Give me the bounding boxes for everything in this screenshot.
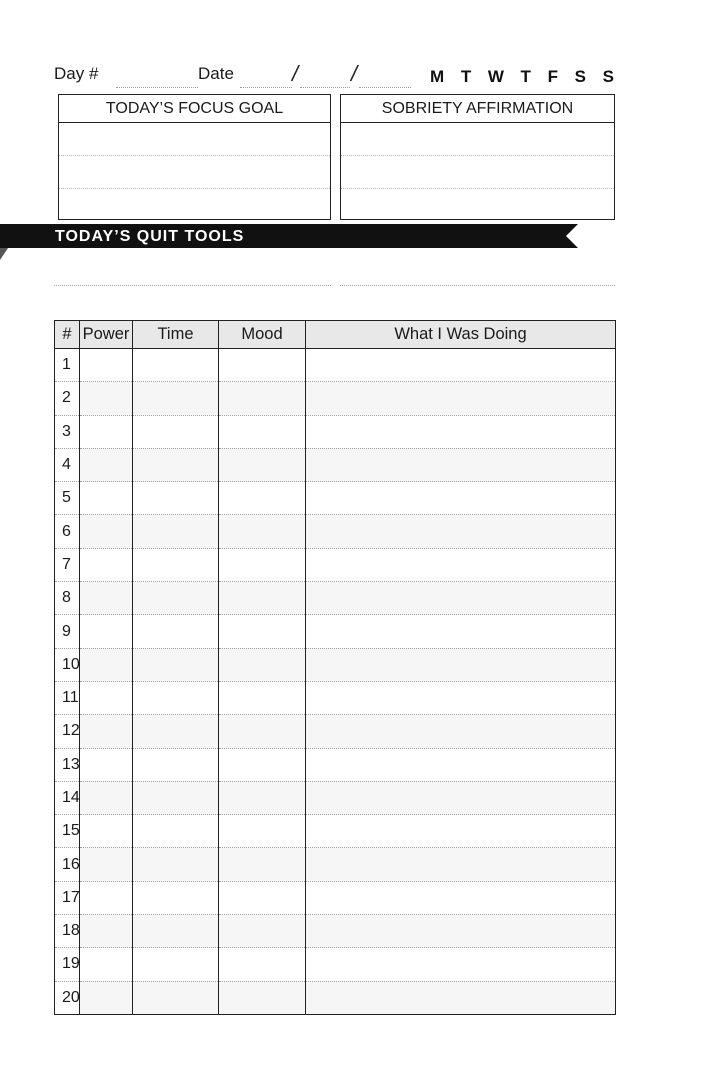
power-cell[interactable] xyxy=(80,815,133,848)
time-cell[interactable] xyxy=(133,948,219,981)
date-label: Date xyxy=(198,64,234,83)
mood-cell[interactable] xyxy=(219,981,306,1014)
writing-line[interactable] xyxy=(59,123,330,156)
activity-cell[interactable] xyxy=(306,781,616,814)
weekday-sunday[interactable]: S xyxy=(602,67,614,86)
quit-tools-title: TODAY’S QUIT TOOLS xyxy=(55,228,245,245)
focus-goal-box xyxy=(58,94,331,220)
weekday-wednesday[interactable]: W xyxy=(487,67,504,86)
activity-cell[interactable] xyxy=(306,648,616,681)
activity-cell[interactable] xyxy=(306,615,616,648)
time-cell[interactable] xyxy=(133,781,219,814)
power-cell[interactable] xyxy=(80,648,133,681)
activity-cell[interactable] xyxy=(306,748,616,781)
time-cell[interactable] xyxy=(133,748,219,781)
sobriety-affirmation-title: SOBRIETY AFFIRMATION xyxy=(341,95,614,123)
activity-cell[interactable] xyxy=(306,715,616,748)
quit-tools-line-right[interactable] xyxy=(340,285,615,286)
table-row xyxy=(55,948,616,981)
activity-cell[interactable] xyxy=(306,848,616,881)
time-cell[interactable] xyxy=(133,582,219,615)
row-number: 3 xyxy=(55,415,80,448)
sobriety-affirmation-box xyxy=(340,94,615,220)
row-number: 14 xyxy=(55,781,80,814)
mood-cell[interactable] xyxy=(219,515,306,548)
activity-cell[interactable] xyxy=(306,415,616,448)
activity-cell[interactable] xyxy=(306,448,616,481)
table-row xyxy=(55,582,616,615)
row-number: 9 xyxy=(55,615,80,648)
craving-log-table xyxy=(54,320,616,1015)
table-row xyxy=(55,881,616,914)
weekday-tuesday[interactable]: T xyxy=(460,67,472,86)
column-header-number: # xyxy=(55,321,80,349)
column-header-time: Time xyxy=(133,321,219,349)
row-number: 5 xyxy=(55,482,80,515)
time-cell[interactable] xyxy=(133,349,219,382)
row-number: 15 xyxy=(55,815,80,848)
writing-line[interactable] xyxy=(59,156,330,189)
table-row xyxy=(55,781,616,814)
column-header-power: Power xyxy=(80,321,133,349)
time-cell[interactable] xyxy=(133,415,219,448)
time-cell[interactable] xyxy=(133,448,219,481)
row-number: 17 xyxy=(55,881,80,914)
date-day-field[interactable] xyxy=(300,87,350,88)
power-cell[interactable] xyxy=(80,482,133,515)
mood-cell[interactable] xyxy=(219,448,306,481)
row-number: 12 xyxy=(55,715,80,748)
power-cell[interactable] xyxy=(80,515,133,548)
power-cell[interactable] xyxy=(80,415,133,448)
table-row xyxy=(55,382,616,415)
activity-cell[interactable] xyxy=(306,582,616,615)
date-header xyxy=(54,62,614,90)
mood-cell[interactable] xyxy=(219,848,306,881)
power-cell[interactable] xyxy=(80,382,133,415)
table-row xyxy=(55,548,616,581)
row-number: 11 xyxy=(55,681,80,714)
writing-line[interactable] xyxy=(59,189,330,222)
power-cell[interactable] xyxy=(80,349,133,382)
weekday-monday[interactable]: M xyxy=(430,67,445,86)
activity-cell[interactable] xyxy=(306,548,616,581)
table-row xyxy=(55,848,616,881)
time-cell[interactable] xyxy=(133,548,219,581)
time-cell[interactable] xyxy=(133,981,219,1014)
mood-cell[interactable] xyxy=(219,582,306,615)
row-number: 18 xyxy=(55,915,80,948)
time-cell[interactable] xyxy=(133,648,219,681)
activity-cell[interactable] xyxy=(306,349,616,382)
column-header-mood: Mood xyxy=(219,321,306,349)
mood-cell[interactable] xyxy=(219,748,306,781)
table-row xyxy=(55,681,616,714)
weekday-friday[interactable]: F xyxy=(547,67,558,86)
activity-cell[interactable] xyxy=(306,981,616,1014)
time-cell[interactable] xyxy=(133,515,219,548)
time-cell[interactable] xyxy=(133,482,219,515)
activity-cell[interactable] xyxy=(306,681,616,714)
date-separator: / xyxy=(351,61,358,86)
row-number: 8 xyxy=(55,582,80,615)
writing-line[interactable] xyxy=(341,123,614,156)
time-cell[interactable] xyxy=(133,815,219,848)
power-cell[interactable] xyxy=(80,448,133,481)
date-separator: / xyxy=(292,61,299,86)
row-number: 19 xyxy=(55,948,80,981)
row-number: 20 xyxy=(55,981,80,1014)
weekday-saturday[interactable]: S xyxy=(574,67,586,86)
mood-cell[interactable] xyxy=(219,415,306,448)
table-row xyxy=(55,715,616,748)
power-cell[interactable] xyxy=(80,715,133,748)
column-header-what-i-was-doing: What I Was Doing xyxy=(306,321,616,349)
table-row xyxy=(55,415,616,448)
power-cell[interactable] xyxy=(80,881,133,914)
time-cell[interactable] xyxy=(133,848,219,881)
table-header-row xyxy=(55,321,616,349)
time-cell[interactable] xyxy=(133,615,219,648)
mood-cell[interactable] xyxy=(219,915,306,948)
log-rows xyxy=(55,349,616,1015)
time-cell[interactable] xyxy=(133,382,219,415)
power-cell[interactable] xyxy=(80,681,133,714)
power-cell[interactable] xyxy=(80,848,133,881)
power-cell[interactable] xyxy=(80,781,133,814)
power-cell[interactable] xyxy=(80,748,133,781)
mood-cell[interactable] xyxy=(219,349,306,382)
writing-line[interactable] xyxy=(341,189,614,222)
day-number-label: Day # xyxy=(54,64,99,83)
row-number: 1 xyxy=(55,349,80,382)
table-row xyxy=(55,482,616,515)
date-month-field[interactable] xyxy=(240,87,292,88)
time-cell[interactable] xyxy=(133,715,219,748)
table-row xyxy=(55,815,616,848)
quit-tools-line-left[interactable] xyxy=(54,285,331,286)
mood-cell[interactable] xyxy=(219,382,306,415)
date-year-field[interactable] xyxy=(359,87,411,88)
power-cell[interactable] xyxy=(80,582,133,615)
activity-cell[interactable] xyxy=(306,915,616,948)
activity-cell[interactable] xyxy=(306,815,616,848)
activity-cell[interactable] xyxy=(306,881,616,914)
table-row xyxy=(55,648,616,681)
mood-cell[interactable] xyxy=(219,948,306,981)
row-number: 6 xyxy=(55,515,80,548)
row-number: 2 xyxy=(55,382,80,415)
table-row xyxy=(55,349,616,382)
table-row xyxy=(55,448,616,481)
table-row xyxy=(55,981,616,1014)
table-row xyxy=(55,515,616,548)
mood-cell[interactable] xyxy=(219,781,306,814)
mood-cell[interactable] xyxy=(219,881,306,914)
time-cell[interactable] xyxy=(133,681,219,714)
mood-cell[interactable] xyxy=(219,648,306,681)
focus-goal-title: TODAY’S FOCUS GOAL xyxy=(59,95,330,123)
row-number: 7 xyxy=(55,548,80,581)
row-number: 13 xyxy=(55,748,80,781)
mood-cell[interactable] xyxy=(219,815,306,848)
mood-cell[interactable] xyxy=(219,548,306,581)
row-number: 4 xyxy=(55,448,80,481)
table-row xyxy=(55,748,616,781)
weekday-thursday[interactable]: T xyxy=(520,67,531,86)
mood-cell[interactable] xyxy=(219,715,306,748)
power-cell[interactable] xyxy=(80,915,133,948)
power-cell[interactable] xyxy=(80,948,133,981)
activity-cell[interactable] xyxy=(306,382,616,415)
activity-cell[interactable] xyxy=(306,515,616,548)
power-cell[interactable] xyxy=(80,981,133,1014)
time-cell[interactable] xyxy=(133,915,219,948)
row-number: 16 xyxy=(55,848,80,881)
mood-cell[interactable] xyxy=(219,681,306,714)
table-row xyxy=(55,915,616,948)
mood-cell[interactable] xyxy=(219,615,306,648)
banner-fold xyxy=(0,248,8,260)
power-cell[interactable] xyxy=(80,548,133,581)
time-cell[interactable] xyxy=(133,881,219,914)
row-number: 10 xyxy=(55,648,80,681)
mood-cell[interactable] xyxy=(219,482,306,515)
table-row xyxy=(55,615,616,648)
power-cell[interactable] xyxy=(80,615,133,648)
writing-line[interactable] xyxy=(341,156,614,189)
day-number-field[interactable] xyxy=(116,87,198,88)
activity-cell[interactable] xyxy=(306,948,616,981)
weekday-selector xyxy=(430,67,614,87)
activity-cell[interactable] xyxy=(306,482,616,515)
